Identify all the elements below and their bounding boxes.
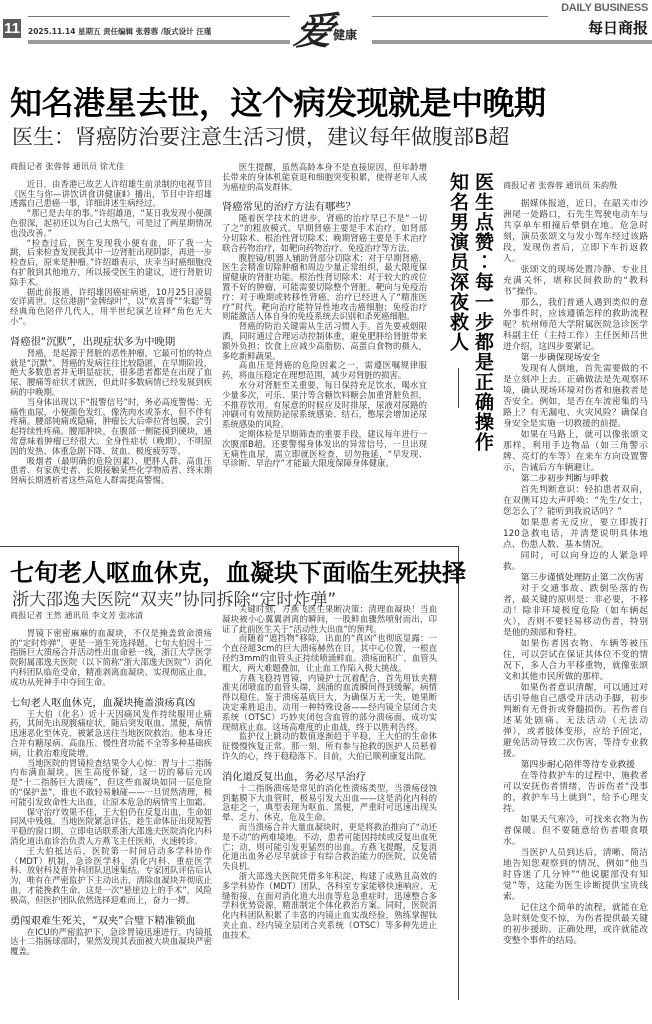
column-divider [458,368,459,408]
article3-side-headline: 医生点赞︰每一步都是正确操作 [472,172,494,452]
paragraph: 同时，可以向身边的人紧急呼救。 [503,551,648,572]
byline: 商报记者 王然 通讯员 李文芳 张冰清 [10,610,144,620]
byline: 商报记者 张蓉蓉 通讯员 徐尤佳 [10,161,125,171]
paragraph: 如果伤者意识清醒，可以通过对话引导他自己感受并活动手脚，初步判断有无骨折或脊髓损伤。若伤者自述某处剧痛、无法活动（无法动弹），或者肢体变形，应给予固定，避免活动导致二次伤害，等待专业救援。 [503,683,648,759]
header-rule [28,40,290,44]
paragraph: 当医护人员到达后，清晰、简洁地告知您观察到的情况，例如“他当时昏迷了几分钟”“他说腿部没有知觉”等，这能为医生诊断提供宝贵线索。 [503,848,648,902]
paragraph: 张颂文的现场处置冷静、专业且充满关怀，堪称民间救助的“教科书”操作。 [503,265,648,297]
paragraph: 如果伤者因衣物、车辆等被压住，可以尝试在保证其体位不变的情况下，多人合力平移重物，就像张颂文和其他市民所做的那样。 [503,639,648,682]
paragraph: “那已是去年的事。”许绍雄道，“某日我发现小便颜色很深，起初还以为自己太热气，可是过了两星期情况也没改善。” [10,208,212,238]
paragraph: 在等待救护车的过程中，施救者可以安抚伤者情绪，告诉伤者“没事的，救护车马上就到”，给予心理支持。 [503,771,648,814]
paragraph: 医生提醒，虽然高龄本身不是直接原因，但年龄增长带来的身体机能衰退和细胞突变积累，使得老年人成为癌症的高发群体。 [222,162,427,192]
paragraph: 高血压是肾癌的危险因素之一，需遵医嘱规律服药，将血压稳定在理想范围，减少对肾脏的损害。 [222,360,427,381]
article1-subheadline: 医生：肾癌防治要注意生活习惯，建议每年做腹部B超 [12,125,510,149]
section-heading: 勇闯艰难生死关，“双夹”合璧下精准锁血 [10,914,196,927]
article2-headline: 七旬老人呕血休克，血凝块下面临生死抉择 [10,559,466,587]
paragraph: 首先判断意识：轻拍患者双肩，在双侧耳边大声呼唤：“先生/女士，您怎么了？能听到我说话吗？” [503,485,648,517]
article2-column-2 [222,605,437,941]
paragraph: “检查过后，医生发现我小便有血，吓了我一大跳，后来检查发现我其中一边肾脏出现阴影，再进一步检查后，原来是肿瘤。”许绍雄表示，庆幸当时癌细胞没有扩散到其他地方，所以接受医生的建议，进行肾脏切除手术。 [10,237,212,287]
article2-column-1 [10,611,212,957]
paragraph: 而随着“遮挡物”移除，出血的“真凶”也彻底显露：一个直径超3cm的巨大溃疡赫然在目，其中心位置，一根直径约3mm的血管头正持续喷涌鲜血。溃疡面积广、血管头粗大，两大难题叠加，让止血工作陷入极大挑战。 [222,633,437,673]
section-logo: 爱 [290,8,339,53]
paragraph: 记住这个简单的流程，就能在危急时刻处变不惊，为伤者提供最关键的初步援助。正确处理，或许就能改变整个事件的结局。 [503,903,648,946]
paragraph: 保守治疗效果不佳，王大伯仍在反复出血，生命如同风中残烛。当地医院紧急评估，趁生命体征出现短暂平稳的窗口期，立即电话联系浙大邵逸夫医院消化内科消化道出血诊治负责人方燕飞主任医师，火速转诊。 [10,806,212,846]
section-heading: 肾癌常见的治疗方法有哪些？ [222,201,356,214]
paragraph: 肾癌的防治关键需从生活习惯入手。首先要戒烟限酒，同时通过合理运动控制体重，避免肥胖给肾脏带来额外负担；饮食上应减少高脂肪、高蛋白食物的摄入，多吃新鲜蔬果。 [222,321,427,361]
column-divider [458,546,459,1000]
page-number: 11 [4,20,20,37]
paragraph: 关键时刻，方燕飞医生果断决策：清理血凝块！当血凝块被小心翼翼剥离的瞬间，一股鲜血骤然喷射而出，印证了此前医生关于“活动性大出血”的预判。 [222,604,437,634]
article3-column [503,180,648,947]
paragraph: 据媒体报道，近日，在韶关市沙洲尾一处路口，石先生驾驶电动车与共享单车相撞后晕倒在地。危急时刻，演员张颂文与发小驾车经过该路段，发现伤者后，立即下车折返救人。 [503,199,648,264]
paragraph: 胃镜下密密麻麻的血凝块，不仅是掩盖致命溃疡的“定时炸弹”，更是一道生死选择题。七旬大伯因十二指肠巨大溃疡合并活动性出血命悬一线，浙江大学医学院附属邵逸夫医院（以下简称“浙大邵逸夫医院”）消化内科团队临危受命，精准剥离血凝块、实现彻底止血，成功从死神手中夺回生命。 [10,627,212,687]
section-heading: 第二步初步判断与呼救 [520,474,609,484]
paragraph: 对于交通事故、跌倒坠落的伤者，最关键的原则是：非必要，不移动！除非环境极度危险（如车辆起火），否则不要轻易移动伤者，特别是他的颈部和脊柱。 [503,584,648,638]
paragraph: 那么，我们普通人遇到类似的意外事件时，应该遵循怎样的救助流程呢？杭州师范大学附属医院急诊医学科副主任（主持工作）主任医师吕世进介绍，这四步要紧记。 [503,298,648,352]
paragraph: 如果天气寒冷，可找来衣物为伤者保暖。但不要随意给伤者喂食喂水。 [503,815,648,847]
section-heading: 第三步谨慎处理防止第二次伤害 [520,573,644,583]
header-rule [28,16,290,17]
paragraph: 吸烟者（最明确的危险因素）、肥胖人群、高血压患者、有家族史者、长期接触某些化学物质者、终末期肾病长期透析者这些高危人群需提高警惕。 [10,455,212,486]
section-name: 健康 [333,28,358,42]
paragraph: 浙大邵逸夫医院凭借多年积淀，构建了成熟且高效的多学科协作（MDT）团队，各科室专家能够快速响应、无缝衔接，在面对消化道大出血等危急重症时，迅速整合多学科优势资源，精准制定个体化救治方案。同时，医院消化内科团队积累了丰富的内镜止血实战经验，熟练掌握钛夹止血、经内镜全层闭合夹系统（OTSC）等多种先进止血技术。 [222,870,437,940]
paragraph: 当身体出现以下“报警信号”时，务必高度警惕：无痛性血尿，小便颜色发红，像洗肉水或茶水，但不伴有疼痛。腰部钝痛或隐痛，肿瘤长大后牵拉肾包膜，会引起持续性疼痛。腰部肿块，在腹部一侧能摸到硬块，通常意味着肿瘤已经很大。全身性症状（晚期），不明原因的发热、体重急剧下降、贫血、极度疲劳等。 [10,396,212,456]
paragraph: 随着医学技术的进步，肾癌的治疗早已不是“一切了之”的粗放模式。早期肾癌主要是手术治疗，如肾部分切除术、根治性肾切除术；晚期肾癌主要是手术治疗联合药物治疗，如靶向药物治疗、免疫治疗等方法。 [222,213,427,253]
paragraph: 如果患者无反应，要立即拨打120急救电话，并清楚说明具体地点、伤患人数、基本情况。 [503,518,648,550]
article1-headline: 知名港星去世，这个病发现就是中晚期 [10,84,546,122]
paragraph: 在ICU的严密监护下，急诊胃镜迅速进行。内镜抵达十二指肠球部时，果然发现其表面被大块血凝块严密覆盖。 [10,926,212,957]
paragraph: 定期体检是早期筛查的重要手段，建议每年进行一次腹部B超。还要警惕身体发出的异常信号，一旦出现无痛性血尿，需立即就医检查，切勿拖延，“早发现、早诊断、早治疗”才能最大限度保障身体健康。 [222,428,427,469]
article1-column-2 [222,163,427,469]
paragraph: 水分对肾脏至关重要，每日保持充足饮水，喝水宜少量多次，可乐、果汁等含糖饮料糖会加重肾脏负担，不推荐饮用。有尿意的时候应及时排尿，尿液对尿路的冲刷可有效预防泌尿系统感染、结石，憋尿会增加泌尿系统感染的风险。 [222,379,427,430]
paragraph: 王大伯抵达后，医院第一时间启动多学科协作（MDT）机制，急诊医学科、消化内科、重症医学科、放射科及普外科团队迅速集结。专家团队评估后认为，唯有在严密监护下主动出击，清除血凝块并彻底止血，才能挽救生命。这是一次“悬崖边上的手术”，风险极高，但医护团队依然选择迎难而上，奋力一搏。 [10,845,212,905]
section-heading: 第一步确保现场安全 [520,353,600,363]
article2-subheadline: 浙大邵逸夫医院“双夹”协同拆除“定时炸弹” [12,590,337,610]
paragraph: 王大伯（化名）近十天因痛风发作持续服用止痛药，其间先出现腹痛症状，随后突发呕血、黑便，病情迅速恶化至休克，被紧急送往当地医院救治。他本身还合并有糖尿病、高血压、慢性肾功能不全等多种基础疾病，让救治难度陡增。 [10,708,212,758]
section-heading: 肾癌很“沉默”，出现症状多为中晚期 [10,335,176,348]
dateline: 2025.11.14 星期五 责任编辑 张蓉蓉 /版式设计 汪瑾 [28,27,212,36]
paragraph: 方燕飞稳持胃镜，内镜护士沉着配合，首先用钛夹精准夹闭喷血的血管头端，汹涌的血流瞬间得到缓解，病情得以稳住。鉴于溃疡基底巨大，为确保万无一失，她果断决定乘胜追击，动用一种特殊设备——经内镜全层闭合夹系统（OTSC）巧妙夹闭包含血管的部分溃疡面，成功实现彻底止血。这场高难度的止血战，终于以胜利告终。 [222,672,437,732]
paragraph: 据此前报道，许绍雄因癌症病逝，10月25日凌晨安详离世。这位港剧“金牌绿叶”，以“欢喜哥”“朱聪”等经典角色陪伴几代人，用半世纪演艺诠释“角色无大小”。 [10,286,212,326]
section-heading: 第四步耐心陪伴等待专业救援 [520,760,635,770]
header-rule [372,40,652,44]
paragraph: 如果在马路上，就可以像张颂文那样，利用手边物品（如三角警示牌、亮灯的车等）在来车方向设置警示，告诫后方车辆避让。 [503,430,648,473]
section-heading: 消化道反复出血，务必尽早治疗 [222,770,367,783]
paragraph: 肾癌，是起源于肾脏的恶性肿瘤，它最可怕的特点就是“沉默”。肾癌的发病往往比较隐匿，在早期阶段，绝大多数患者并无明显症状，很多患者都是在出现了血尿、腰痛等症状才就医，但此时多数病情已经发展到疾病的中晚期。 [10,347,212,397]
paragraph: 发现有人倒地，首先需要做的不是立刻冲上去。正确做法是先观察环境，确认现场环境对伤者和施救者是否安全。例如，是否在车流密集的马路上？有无漏电、火灾风险？确保自身安全是实施一切救援的前提。 [503,364,648,429]
paragraph: 腹腔镜/机器人辅助肾部分切除术：对于早期肾癌，医生会精准切除肿瘤和周边少量正常组织，最大限度保留健康的肾脏功能。根治性肾切除术：对于较大的或位置不好的肿瘤，可能需要切除整个肾脏。靶向与免疫治疗：对于晚期或转移性肾癌，治疗已经进入了“精准医疗”时代。靶向治疗能特异性地攻击癌细胞；免疫治疗则能激活人体自身的免疫系统去识别和杀死癌细胞。 [222,252,427,322]
article-divider [0,546,458,547]
paragraph: 而当溃疡合并大量血凝块时，更是将救治推向了“动还是不动”的两难境地。不动，患者可能因持续或反复出血死亡；动，则可能引发更猛烈的出血。方燕飞提醒，反复消化道出血务必尽早就诊于有综合救治能力的医院，以免错失良机。 [222,821,437,872]
brand-chinese: 每日商报 [587,19,648,37]
paragraph: 十二指肠溃疡是常见的消化性溃疡类型，当溃疡侵蚀到黏膜下大血管时，极易引发大出血——这是消化内科的急症之一，典型表现为呕血、黑便，严重时可迅速出现头晕、乏力、休克，危及生命。 [222,782,437,823]
header-rule [372,16,548,17]
paragraph: 近日，由香港已故艺人许绍雄生前录制的电视节目《医生与你—讲饮讲食讲健康Ⅱ》播出，节目中许绍雄透露自己患癌一事，详细讲述生病经过。 [10,178,212,209]
brand-english: DAILY BUSINESS [561,2,648,14]
article1-column-1 [10,162,212,486]
paragraph: 监护仪上跳动的数值逐渐趋于平稳，王大伯的生命体征慢慢恢复正常。那一刻，所有参与抢救的医护人员悬着许久的心，终于稳稳落下。目前，大伯已顺利康复出院。 [222,731,437,761]
article3-headline: 知名男演员深夜救人 [447,172,469,352]
byline: 商报记者 张蓉蓉 通讯员 朱韵殷 [503,180,618,190]
paragraph: 当地医院的胃镜检查结果令人心惊：胃与十二指肠内布满血凝块。医生高度怀疑，这一切的幕后元凶是“十二指肠巨大溃疡”，但这些血凝块如同一层危险的“保护盖”，谁也不敢轻易触碰——一旦贸然清理，极可能引发致命性大出血，让原本危急的病情雪上加霜。 [10,757,212,807]
section-heading: 七旬老人呕血休克，血凝块掩盖溃疡真凶 [10,696,196,709]
